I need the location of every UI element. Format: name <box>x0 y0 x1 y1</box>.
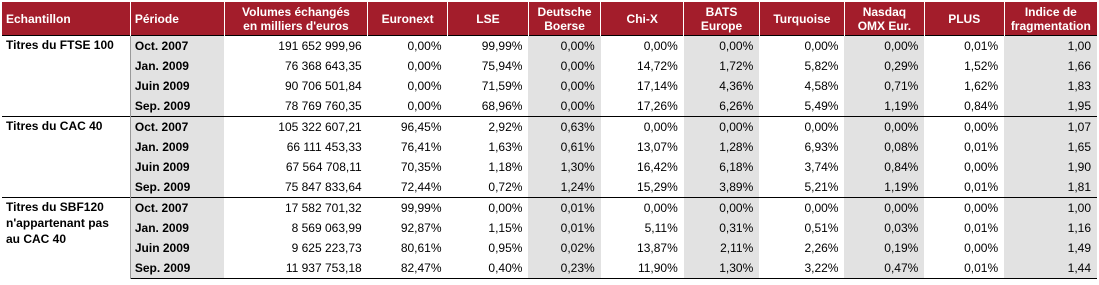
cell-volume: 76 368 643,35 <box>284 59 362 73</box>
cell-euronext: 92,87% <box>400 221 442 235</box>
cell-bats-europe: 0,00% <box>684 117 760 138</box>
cell-bats-europe: 3,89% <box>684 177 760 198</box>
table-row <box>2 76 1097 96</box>
group-label: Titres du SBF120 n'appartenant pas au CAC 40 <box>2 198 130 279</box>
cell-bats-europe: 1,72% <box>684 56 760 76</box>
cell-periode: Juin 2009 <box>130 238 224 258</box>
cell-euronext: 0,00% <box>368 36 448 57</box>
cell-deutsche-boerse: 1,24% <box>528 177 600 198</box>
cell-bats-europe: 1,30% <box>684 258 760 279</box>
cell-deutsche-boerse: 0,00% <box>528 76 600 96</box>
header-deutsche-boerse <box>528 2 600 36</box>
cell-lse: 1,63% <box>488 140 523 154</box>
cell-deutsche-boerse: 0,01% <box>528 198 600 219</box>
cell-chix: 11,90% <box>601 258 684 279</box>
cell-deutsche-boerse: 0,01% <box>528 218 600 238</box>
cell-indice: 1,00 <box>1004 36 1097 57</box>
cell-turquoise: 0,00% <box>759 117 844 138</box>
cell-periode: Juin 2009 <box>130 157 224 177</box>
cell-indice: 1,65 <box>1004 137 1097 157</box>
header-deutsche-line1: Deutsche <box>537 4 592 19</box>
cell-nasdaq-omx: 0,19% <box>844 238 924 258</box>
cell-plus: 0,84% <box>964 99 999 113</box>
cell-volume: 90 706 501,84 <box>284 79 362 93</box>
header-chix: Chi-X <box>601 2 684 36</box>
cell-euronext: 0,00% <box>407 79 442 93</box>
cell-turquoise: 6,93% <box>804 140 839 154</box>
cell-indice: 1,81 <box>1004 177 1097 198</box>
cell-chix: 5,11% <box>644 221 678 235</box>
cell-lse: 75,94% <box>481 59 523 73</box>
table-row <box>2 198 1097 219</box>
cell-plus: 0,01% <box>964 180 999 194</box>
cell-periode: Sep. 2009 <box>130 258 224 279</box>
cell-bats-europe: 0,31% <box>684 218 760 238</box>
cell-chix: 15,29% <box>637 180 678 194</box>
cell-nasdaq-omx: 1,19% <box>844 177 924 198</box>
header-lse: LSE <box>448 2 529 36</box>
cell-deutsche-boerse: 0,00% <box>528 56 600 76</box>
cell-euronext: 82,47% <box>368 258 448 279</box>
cell-nasdaq-omx: 0,47% <box>844 258 924 279</box>
cell-nasdaq-omx: 0,08% <box>844 137 924 157</box>
cell-bats-europe: 0,00% <box>684 36 760 57</box>
cell-nasdaq-omx: 0,00% <box>844 198 924 219</box>
table-row <box>2 117 1097 138</box>
table-row <box>2 238 1097 258</box>
cell-lse: 0,00% <box>448 198 529 219</box>
header-periode: Période <box>130 2 224 36</box>
group-label: Titres du CAC 40 <box>2 117 130 198</box>
cell-indice: 1,66 <box>1004 56 1097 76</box>
header-indice-line1: Indice de <box>1024 4 1077 19</box>
cell-turquoise: 5,49% <box>804 99 839 113</box>
cell-euronext: 70,35% <box>400 160 442 174</box>
header-indice-line2: fragmentation <box>1010 18 1091 33</box>
cell-volume: 75 847 833,64 <box>284 180 362 194</box>
cell-nasdaq-omx: 0,71% <box>844 76 924 96</box>
cell-volume: 191 652 999,96 <box>224 36 367 57</box>
header-euronext: Euronext <box>368 2 448 36</box>
cell-bats-europe: 6,26% <box>684 96 760 117</box>
cell-deutsche-boerse: 0,63% <box>528 117 600 138</box>
cell-deutsche-boerse: 0,23% <box>528 258 600 279</box>
cell-periode: Oct. 2007 <box>130 198 224 219</box>
header-bats-line1: BATS <box>705 4 738 19</box>
cell-chix: 17,14% <box>637 79 678 93</box>
cell-chix: 17,26% <box>637 99 678 113</box>
cell-nasdaq-omx: 0,84% <box>844 157 924 177</box>
table-row <box>2 258 1097 279</box>
cell-turquoise: 3,22% <box>759 258 844 279</box>
cell-periode: Oct. 2007 <box>130 36 224 57</box>
table-row <box>2 137 1097 157</box>
cell-chix: 14,72% <box>637 59 678 73</box>
cell-lse: 99,99% <box>448 36 529 57</box>
cell-chix: 13,07% <box>637 140 678 154</box>
cell-periode: Sep. 2009 <box>130 96 224 117</box>
cell-nasdaq-omx: 0,29% <box>844 56 924 76</box>
cell-deutsche-boerse: 0,00% <box>528 96 600 117</box>
cell-chix: 16,42% <box>637 160 678 174</box>
cell-bats-europe: 1,28% <box>684 137 760 157</box>
cell-periode: Juin 2009 <box>130 76 224 96</box>
cell-volume: 78 769 760,35 <box>284 99 362 113</box>
group-label: Titres du FTSE 100 <box>2 36 130 117</box>
cell-volume: 9 625 223,73 <box>291 241 362 255</box>
cell-turquoise: 3,74% <box>804 160 839 174</box>
cell-lse: 0,40% <box>448 258 529 279</box>
cell-volume: 17 582 701,32 <box>224 198 367 219</box>
cell-nasdaq-omx: 0,00% <box>844 117 924 138</box>
cell-plus: 0,00% <box>964 241 999 255</box>
header-bats-line2: Europe <box>700 18 743 33</box>
table-row <box>2 56 1097 76</box>
cell-nasdaq-omx: 0,03% <box>844 218 924 238</box>
header-volumes-line2: en milliers d'euros <box>243 18 349 33</box>
cell-deutsche-boerse: 0,61% <box>528 137 600 157</box>
cell-lse: 1,18% <box>488 160 523 174</box>
cell-bats-europe: 6,18% <box>684 157 760 177</box>
cell-turquoise: 5,82% <box>804 59 839 73</box>
table-header <box>2 2 1097 36</box>
cell-turquoise: 5,21% <box>804 180 839 194</box>
cell-plus: 0,01% <box>964 221 999 235</box>
cell-euronext: 96,45% <box>368 117 448 138</box>
cell-plus: 0,01% <box>924 258 1004 279</box>
cell-plus: 0,00% <box>964 160 999 174</box>
header-nasdaq-omx <box>844 2 924 36</box>
header-echantillon: Echantillon <box>2 2 130 36</box>
table-row <box>2 36 1097 57</box>
cell-lse: 0,72% <box>488 180 523 194</box>
table-row <box>2 96 1097 117</box>
cell-nasdaq-omx: 1,19% <box>844 96 924 117</box>
cell-euronext: 72,44% <box>400 180 442 194</box>
cell-deutsche-boerse: 1,30% <box>528 157 600 177</box>
cell-indice: 1,00 <box>1004 198 1097 219</box>
header-volumes <box>224 2 367 36</box>
cell-indice: 1,16 <box>1004 218 1097 238</box>
table-row <box>2 157 1097 177</box>
cell-lse: 68,96% <box>481 99 523 113</box>
cell-euronext: 76,41% <box>400 140 442 154</box>
cell-turquoise: 0,51% <box>804 221 839 235</box>
cell-nasdaq-omx: 0,00% <box>844 36 924 57</box>
cell-plus: 0,00% <box>924 198 1004 219</box>
cell-deutsche-boerse: 0,02% <box>528 238 600 258</box>
header-indice <box>1004 2 1097 36</box>
cell-lse: 0,95% <box>488 241 523 255</box>
cell-euronext: 0,00% <box>407 99 442 113</box>
cell-indice: 1,44 <box>1004 258 1097 279</box>
cell-plus: 1,52% <box>964 59 999 73</box>
cell-volume: 8 569 063,99 <box>291 221 362 235</box>
cell-indice: 1,49 <box>1004 238 1097 258</box>
cell-lse: 1,15% <box>488 221 523 235</box>
cell-turquoise: 4,58% <box>804 79 839 93</box>
cell-indice: 1,95 <box>1004 96 1097 117</box>
cell-euronext: 99,99% <box>368 198 448 219</box>
cell-plus: 0,00% <box>924 117 1004 138</box>
cell-euronext: 80,61% <box>400 241 442 255</box>
cell-indice: 1,83 <box>1004 76 1097 96</box>
cell-bats-europe: 0,00% <box>684 198 760 219</box>
cell-bats-europe: 4,36% <box>684 76 760 96</box>
cell-deutsche-boerse: 0,00% <box>528 36 600 57</box>
cell-turquoise: 2,26% <box>804 241 839 255</box>
cell-volume: 11 937 753,18 <box>224 258 367 279</box>
header-deutsche-line2: Boerse <box>544 18 585 33</box>
cell-lse: 2,92% <box>448 117 529 138</box>
cell-chix: 0,00% <box>601 198 684 219</box>
header-turquoise: Turquoise <box>759 2 844 36</box>
cell-chix: 13,87% <box>637 241 678 255</box>
cell-indice: 1,90 <box>1004 157 1097 177</box>
cell-lse: 71,59% <box>481 79 523 93</box>
cell-plus: 0,01% <box>924 36 1004 57</box>
cell-indice: 1,07 <box>1004 117 1097 138</box>
cell-volume: 66 111 453,33 <box>286 140 362 154</box>
cell-chix: 0,00% <box>601 36 684 57</box>
fragmentation-table <box>2 2 1097 279</box>
cell-plus: 0,01% <box>964 140 999 154</box>
cell-turquoise: 0,00% <box>759 36 844 57</box>
header-row <box>2 2 1097 36</box>
header-nasdaq-line1: Nasdaq <box>862 4 907 19</box>
cell-euronext: 0,00% <box>407 59 442 73</box>
cell-chix: 0,00% <box>601 117 684 138</box>
cell-turquoise: 0,00% <box>759 198 844 219</box>
table-row <box>2 177 1097 198</box>
table-row <box>2 218 1097 238</box>
header-volumes-line1: Volumes échangés <box>242 4 350 19</box>
cell-periode: Jan. 2009 <box>130 218 224 238</box>
cell-periode: Jan. 2009 <box>130 137 224 157</box>
cell-periode: Oct. 2007 <box>130 117 224 138</box>
cell-volume: 67 564 708,11 <box>285 160 362 174</box>
header-nasdaq-line2: OMX Eur. <box>857 18 912 33</box>
cell-volume: 105 322 607,21 <box>224 117 367 138</box>
header-bats-europe <box>684 2 760 36</box>
cell-plus: 1,62% <box>964 79 999 93</box>
table-body <box>2 36 1097 279</box>
cell-periode: Jan. 2009 <box>130 56 224 76</box>
cell-bats-europe: 2,11% <box>684 238 760 258</box>
cell-periode: Sep. 2009 <box>130 177 224 198</box>
header-plus: PLUS <box>924 2 1004 36</box>
